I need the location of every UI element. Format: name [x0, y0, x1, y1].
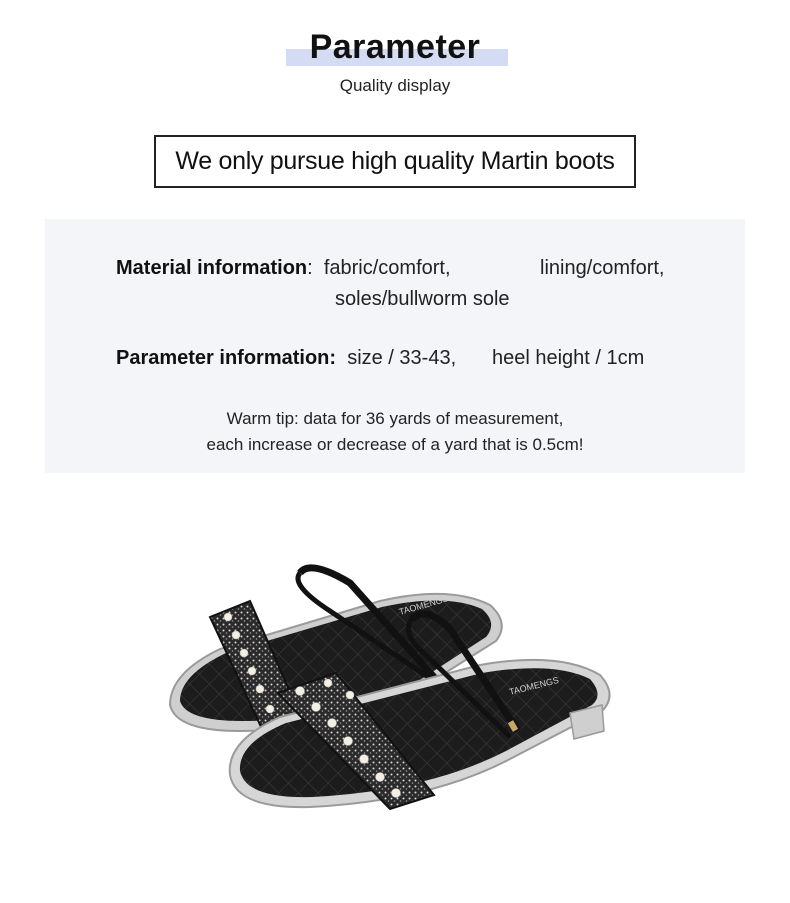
parameter-row: [116, 347, 456, 370]
sandal-product-image: [150, 545, 630, 825]
page-subtitle: Quality display: [339, 76, 451, 95]
parameter-size: size / 33-43,: [347, 347, 457, 369]
insole-brand-front: TAOMENGS: [508, 674, 560, 697]
material-row: [116, 257, 451, 280]
material-fabric: fabric/comfort,: [323, 257, 451, 279]
parameter-heel: heel height / 1cm: [492, 347, 645, 369]
slogan-text: We only pursue high quality Martin boots: [175, 147, 615, 175]
warm-tip-line-2: each increase or decrease of a yard that is 0.5cm!: [206, 435, 584, 454]
material-lining: lining/comfort,: [540, 257, 665, 279]
page-title: Parameter: [309, 28, 481, 66]
insole-brand-back: TAOMENGS: [397, 593, 450, 617]
material-soles: soles/bullworm sole: [335, 288, 510, 310]
info-panel: [45, 219, 745, 473]
parameter-label: Parameter information:: [116, 347, 337, 369]
header: [0, 24, 790, 72]
slogan-box: [154, 135, 636, 188]
material-label: Material information: [116, 257, 308, 279]
warm-tip-line-1: Warm tip: data for 36 yards of measurement,: [226, 409, 564, 428]
material-colon: :: [307, 257, 313, 279]
